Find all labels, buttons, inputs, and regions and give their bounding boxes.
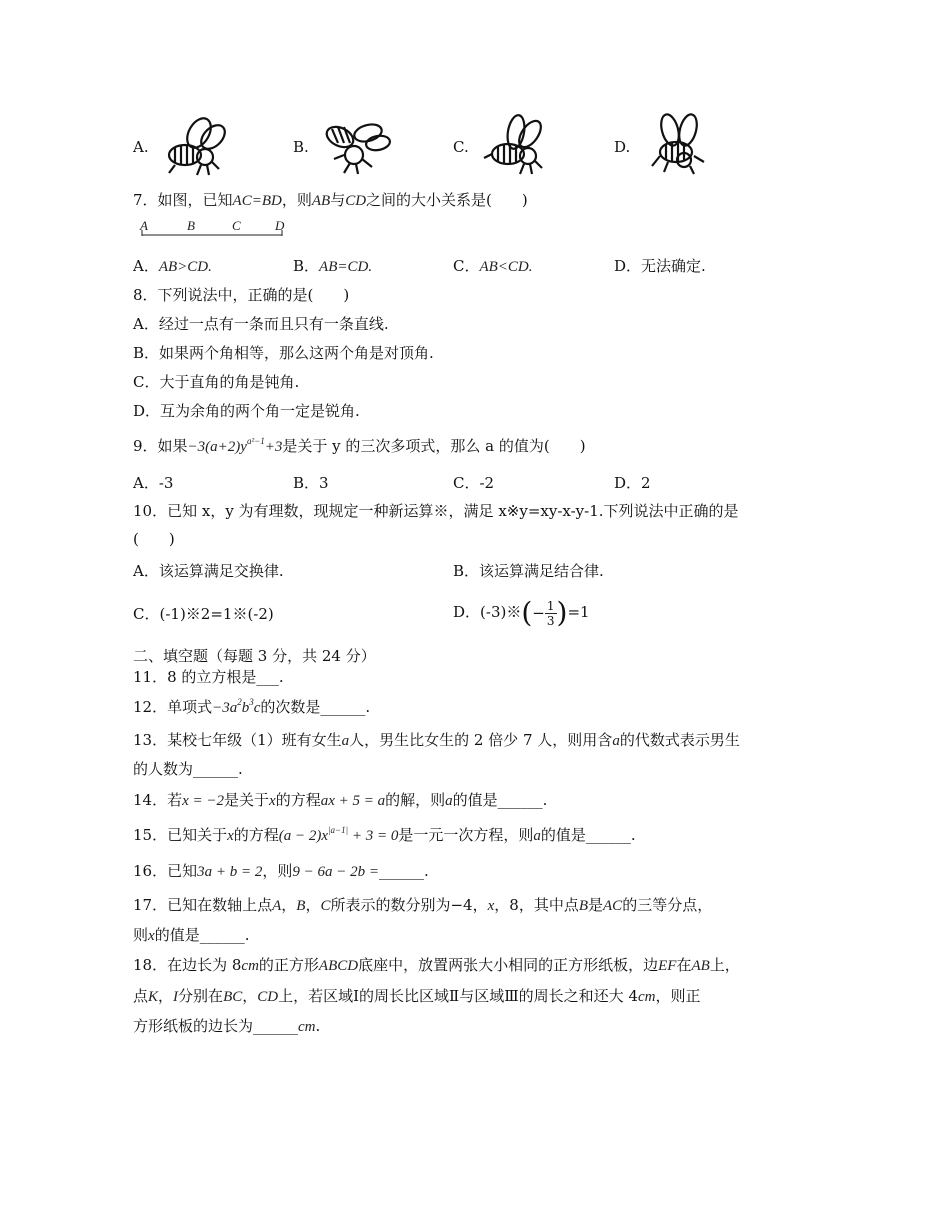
q7-option-b: B．AB=CD. [293, 257, 373, 275]
question-18-line-1: 18．在边长为 8cm的正方形ABCD底座中，放置两张大小相同的正方形纸板，边EF在AB上， [133, 956, 740, 974]
question-14: 14．若x = −2是关于x的方程ax + 5 = a的解，则a的值是______. [133, 791, 548, 809]
q10-option-a: A．该运算满足交换律. [133, 562, 284, 580]
q9-option-d: D．2 [614, 474, 651, 492]
question-12: 12．单项式$-3a^2b^3c$的次数是______. [133, 697, 371, 716]
question-7-stem: 7．如图，已知AC=BD，则AB与CD之间的大小关系是( ) [133, 191, 528, 209]
bee-figure-c [478, 112, 558, 176]
q8-option-b: B．如果两个角相等，那么这两个角是对顶角. [133, 344, 434, 362]
question-9-stem: 9．如果$-3(a+2)y^{a^2-1}+3$是关于 y 的三次多项式，那么 a 的值为( ) [133, 436, 586, 455]
question-10-answer-parens: ( ) [133, 530, 175, 548]
q6-option-d-label: D. [614, 138, 631, 156]
point-c-label: C [232, 218, 241, 233]
q10-option-c: C．(-1)※2=1※(-2) [133, 605, 274, 623]
question-8-stem: 8．下列说法中，正确的是( ) [133, 286, 350, 304]
q8-option-a: A．经过一点有一条而且只有一条直线. [133, 315, 389, 333]
q10-option-d: D．(-3)※(− $\frac{1}{3}$ )=1 [453, 596, 590, 629]
q8-option-d: D．互为余角的两个角一定是锐角. [133, 402, 360, 420]
point-d-label: D [275, 218, 285, 233]
question-17-line-2: 则x的值是______. [133, 926, 250, 944]
question-18-line-2: 点K，I分别在BC，CD上，若区域Ⅰ的周长比区域Ⅱ与区域Ⅲ的周长之和还大 4cm，则正 [133, 987, 701, 1005]
line-segment-figure [140, 220, 300, 240]
question-18-line-3: 方形纸板的边长为______cm. [133, 1017, 321, 1035]
question-16: 16．已知3a + b = 2，则9 − 6a − 2b =______. [133, 862, 429, 880]
q8-option-c: C．大于直角的角是钝角. [133, 373, 300, 391]
q9-option-a: A．-3 [133, 474, 174, 492]
bee-figure-b [318, 115, 398, 179]
q6-option-a-label: A. [133, 138, 149, 156]
question-11: 11．8 的立方根是___. [133, 668, 284, 686]
point-a-label: A [140, 218, 148, 233]
question-13-line-2: 的人数为______. [133, 760, 243, 778]
bee-figure-d [640, 112, 720, 176]
q6-option-b-label: B. [293, 138, 309, 156]
bee-figure-a [155, 115, 235, 179]
section-heading-fill-blank: 二、填空题（每题 3 分，共 24 分） [133, 647, 376, 665]
q7-option-a: A．AB>CD. [133, 257, 212, 275]
point-b-label: B [187, 218, 195, 233]
q10-option-b: B．该运算满足结合律. [453, 562, 604, 580]
question-15: 15．已知关于x的方程$(a - 2)x^{|a-1|} + 3 = 0$是一元一次方程，则a的值是______. [133, 825, 636, 844]
q7-option-c: C．AB<CD. [453, 257, 533, 275]
q9-option-c: C．-2 [453, 474, 495, 492]
q9-option-b: B．3 [293, 474, 329, 492]
question-13-line-1: 13．某校七年级（1）班有女生a人，男生比女生的 2 倍少 7 人，则用含a的代数式表示男生 [133, 731, 740, 749]
question-10-stem: 10．已知 x，y 为有理数，现规定一种新运算※，满足 x※y=xy-x-y-1.下列说法中正确的是 [133, 502, 739, 520]
q6-option-c-label: C. [453, 138, 469, 156]
question-17-line-1: 17．已知在数轴上点A，B，C所表示的数分别为−4，x，8，其中点B是AC的三等分点， [133, 896, 713, 914]
q7-option-d: D．无法确定. [614, 257, 706, 275]
